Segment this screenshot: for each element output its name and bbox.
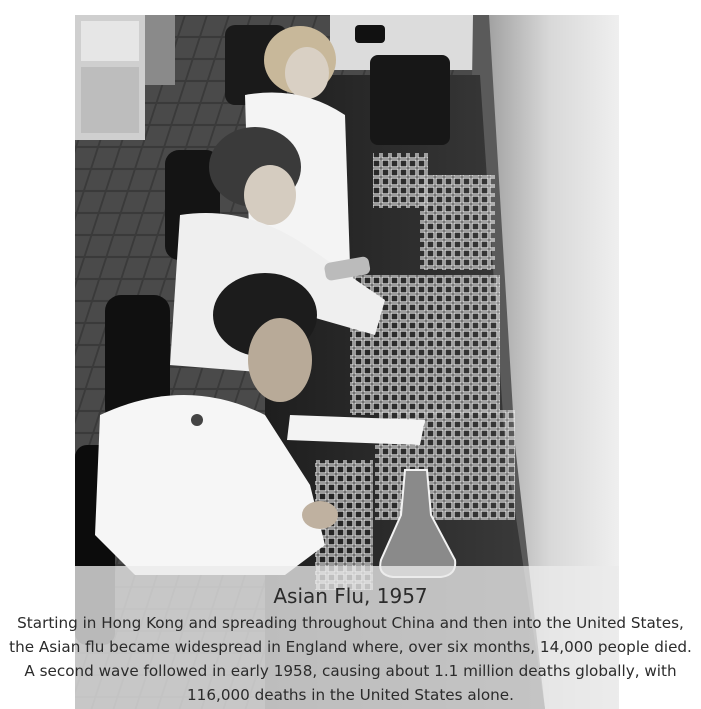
caption-line: the Asian flu became widespread in England where, over six months, 14,000 people died. xyxy=(9,638,692,656)
caption-title: Asian Flu, 1957 xyxy=(273,584,428,608)
caption-line: Starting in Hong Kong and spreading throughout China and then into the United States, xyxy=(17,614,684,632)
caption-text xyxy=(8,611,693,707)
caption-line: A second wave followed in early 1958, causing about 1.1 million deaths globally, with xyxy=(24,662,677,680)
caption-line: 116,000 deaths in the United States alone. xyxy=(187,686,514,704)
